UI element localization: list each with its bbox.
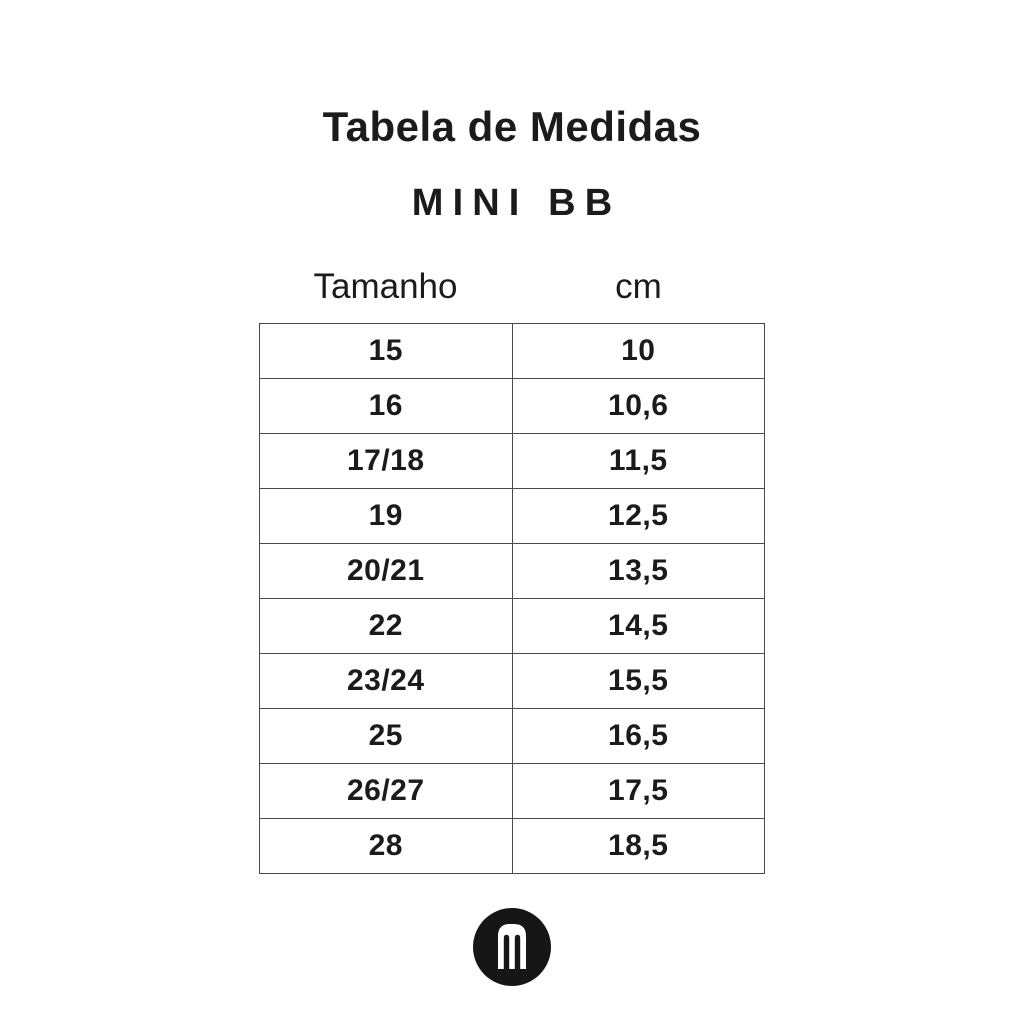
page-subtitle: MINI BB [411, 182, 622, 224]
page-title: Tabela de Medidas [322, 103, 702, 150]
column-header-cm: cm [615, 267, 662, 306]
logo-m-slot-right [515, 935, 520, 969]
size-cell: 16 [260, 379, 513, 434]
table-column-headers [259, 267, 765, 307]
cm-cell: 15,5 [512, 654, 765, 709]
table-row [260, 324, 765, 379]
table-row [260, 654, 765, 709]
cm-cell: 10 [512, 324, 765, 379]
table-row [260, 544, 765, 599]
size-cell: 19 [260, 489, 513, 544]
cm-cell: 13,5 [512, 544, 765, 599]
column-header-tamanho: Tamanho [313, 267, 458, 306]
logo-m-slot-left [504, 935, 509, 969]
size-table [259, 323, 765, 874]
size-table-body [260, 324, 765, 874]
size-cell: 23/24 [260, 654, 513, 709]
table-row [260, 764, 765, 819]
size-cell: 25 [260, 709, 513, 764]
size-cell: 17/18 [260, 434, 513, 489]
cm-cell: 10,6 [512, 379, 765, 434]
cm-cell: 12,5 [512, 489, 765, 544]
size-cell: 28 [260, 819, 513, 874]
logo-m-glyph [498, 924, 526, 969]
cm-cell: 17,5 [512, 764, 765, 819]
size-cell: 26/27 [260, 764, 513, 819]
size-cell: 22 [260, 599, 513, 654]
table-row [260, 709, 765, 764]
cm-cell: 11,5 [512, 434, 765, 489]
table-row [260, 434, 765, 489]
cm-cell: 16,5 [512, 709, 765, 764]
table-row [260, 379, 765, 434]
m-monogram-icon [472, 907, 552, 987]
table-row [260, 819, 765, 874]
size-cell: 15 [260, 324, 513, 379]
table-row [260, 599, 765, 654]
cm-cell: 18,5 [512, 819, 765, 874]
size-cell: 20/21 [260, 544, 513, 599]
table-row [260, 489, 765, 544]
brand-logo [0, 907, 1024, 992]
cm-cell: 14,5 [512, 599, 765, 654]
